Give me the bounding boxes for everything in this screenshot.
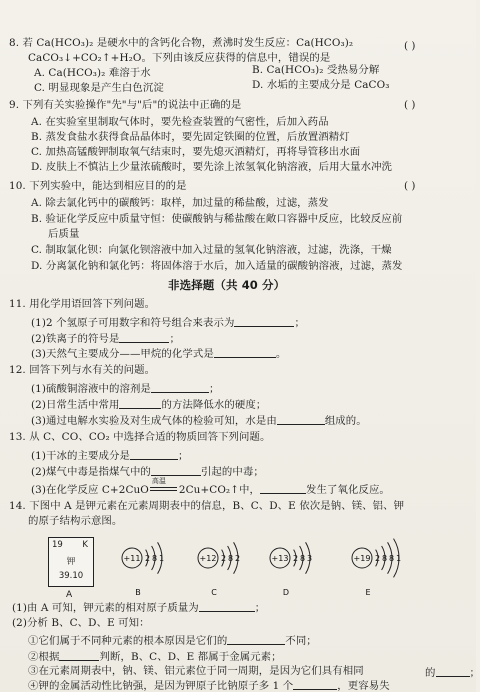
q9-option-b: B. 蒸发食盐水获得食品晶体时，要先固定铁圈的位置，后放置酒精灯 xyxy=(31,131,350,143)
q12-part1-blank[interactable] xyxy=(151,381,209,393)
q12-part2-blank[interactable] xyxy=(119,397,161,409)
q11-part1: (1)2 个氢原子可用数字和符号组合来表示为 ； xyxy=(31,317,305,329)
q8-option-c: C. 明显现象是产生白色沉淀 xyxy=(34,82,164,94)
q12-part3-text-b: 组成的。 xyxy=(324,415,367,427)
electron-count: 1 xyxy=(396,554,402,563)
electron-count: 3 xyxy=(307,554,313,563)
q8-answer-paren: ( ) xyxy=(404,40,416,52)
q14-sub2-blank[interactable] xyxy=(59,649,99,661)
q9-option-a: A. 在实验室里制取气体时，要先检查装置的气密性，后加入药品 xyxy=(31,116,329,128)
reaction-condition: 高温 xyxy=(151,477,167,485)
q8-stem-line1: 8. 若 Ca(HCO₃)₂ 是硬水中的含钙化合物，煮沸时发生反应：Ca(HCO₃)₂ xyxy=(9,37,354,49)
q11-stem: 11. 用化学用语回答下列问题。 xyxy=(9,298,156,310)
q8-option-b: B. Ca(HCO₃)₂ 受热易分解 xyxy=(252,64,380,76)
atom-diagram-d xyxy=(270,542,312,597)
q13-part3-text-c: 发生了氧化反应。 xyxy=(306,484,390,496)
q8-option-d: D. 水垢的主要成分是 CaCO₃ xyxy=(252,79,390,91)
tile-atomic-number: 19 xyxy=(52,540,63,550)
electron-count: 2 xyxy=(221,554,227,563)
q14-part1-text: (1)由 A 可知，钾元素的相对原子质量为 xyxy=(12,602,199,614)
q10-option-b-line2: 后质量 xyxy=(48,228,80,240)
q14-stem-line1: 14. 下图中 A 是钾元素在元素周期表中的信息，B、C、D、E 依次是钠、镁、铝、钾 xyxy=(9,500,405,512)
figure-label-b: B xyxy=(135,588,141,597)
q14-sub1 xyxy=(28,633,317,648)
q10-option-a: A. 除去氯化钙中的碳酸钙：取样，加过量的稀盐酸，过滤，蒸发 xyxy=(31,197,329,209)
q13-part2-text-b: 引起的中毒； xyxy=(200,466,264,478)
nucleus-charge: +12 xyxy=(199,554,217,563)
q12-part3-text-a: (3)通过电解水实验及对生成气体的检验可知，水是由 xyxy=(31,415,277,427)
q13-part3-blank[interactable] xyxy=(260,482,306,494)
atom-diagram-e xyxy=(352,539,401,597)
q13-stem: 13. 从 C、CO、CO₂ 中选择合适的物质回答下列问题。 xyxy=(9,431,271,443)
q9-option-c: C. 加热高锰酸钾制取氧气结束时，要先熄灭酒精灯，再将导管移出水面 xyxy=(31,146,361,158)
q8-stem-line2: CaCO₃↓+CO₂↑+H₂O。下列由该反应获得的信息中，错误的是 xyxy=(28,52,331,64)
nucleus-charge: +11 xyxy=(123,554,141,563)
electron-count: 1 xyxy=(159,554,165,563)
q13-part1-text: (1)干冰的主要成分是 xyxy=(31,450,130,462)
figure-label-c: C xyxy=(211,588,217,597)
figure-label-a: A xyxy=(66,590,73,600)
q12-part3-blank[interactable] xyxy=(277,413,325,425)
electron-count: 2 xyxy=(235,554,241,563)
q14-sub4 xyxy=(28,680,390,692)
q14-sub3-continued: 的 ； xyxy=(425,667,480,679)
q10-option-b-line1: B. 验证化学反应中质量守恒：使碳酸钠与稀盐酸在敞口容器中反应，比较反应前 xyxy=(31,213,403,225)
atom-diagram-b xyxy=(122,542,164,597)
q13-part3-text-b: 2Cu+CO₂↑中， xyxy=(178,484,260,496)
q14-sub1-text-b: 不同； xyxy=(285,635,317,647)
q10-option-d: D. 分离氯化钠和氯化钙：将固体溶于水后，加入适量的碳酸钠溶液，过滤，蒸发 xyxy=(31,260,403,272)
electron-count: 8 xyxy=(389,554,395,563)
q13-part2 xyxy=(31,464,264,479)
electron-count: 8 xyxy=(152,554,158,563)
q13-part3 xyxy=(31,477,390,497)
tile-symbol: K xyxy=(82,540,88,550)
section-title: 非选择题（共 40 分） xyxy=(168,278,286,292)
q11-part2-blank[interactable] xyxy=(119,331,169,343)
q14-sub2-text-b: 判断，B、C、D、E 都属于金属元素； xyxy=(99,651,282,663)
q11-part1-blank[interactable] xyxy=(234,315,294,327)
q14-sub3-text-b: 的 xyxy=(425,667,436,679)
tile-atomic-mass: 39.10 xyxy=(58,571,84,581)
electron-count: 8 xyxy=(382,554,388,563)
nucleus-charge: +19 xyxy=(353,554,371,563)
q14-part1: (1)由 A 可知，钾元素的相对原子质量为 ； xyxy=(12,602,266,614)
q14-part1-blank[interactable] xyxy=(199,600,255,612)
q12-part2-text-a: (2)日常生活中常用 xyxy=(31,399,120,411)
q11-part1-text: (1)2 个氢原子可用数字和符号组合来表示为 xyxy=(31,317,235,329)
q12-part1-text: (1)硫酸铜溶液中的溶剂是 xyxy=(31,383,151,395)
q9-option-d: D. 皮肤上不慎沾上少量浓硫酸时，要先涂上浓氢氧化钠溶液，后用大量水冲洗 xyxy=(31,161,393,173)
q11-part2-text: (2)铁离子的符号是 xyxy=(31,333,120,345)
q12-part2-text-b: 的方法降低水的硬度； xyxy=(161,399,267,411)
q10-stem: 10. 下列实验中，能达到相应目的的是 xyxy=(9,180,187,192)
electron-count: 2 xyxy=(375,554,381,563)
tile-element-name: 钾 xyxy=(66,557,76,567)
q14-sub1-blank[interactable] xyxy=(227,633,285,645)
figure-label-e: E xyxy=(365,588,371,597)
q12-part2 xyxy=(31,397,266,412)
q13-part2-text-a: (2)煤气中毒是指煤气中的 xyxy=(31,466,151,478)
electron-count: 2 xyxy=(293,554,299,563)
q13-part1-blank[interactable] xyxy=(130,448,178,460)
q14-sub4-text-b: ，更容易失 xyxy=(337,680,390,692)
q14-stem-line2: 的原子结构示意图。 xyxy=(28,515,123,527)
atomic-structure-diagrams xyxy=(0,518,476,598)
q14-sub1-text-a: ①它们属于不同种元素的根本原因是它们的 xyxy=(28,635,228,647)
q10-option-c: C. 制取氯化钡：向氯化钡溶液中加入过量的氢氧化钠溶液，过滤，洗涤，干燥 xyxy=(31,244,392,256)
reaction-arrow xyxy=(149,477,179,494)
q11-part2: (2)铁离子的符号是 ； xyxy=(31,333,180,345)
q12-part1: (1)硫酸铜溶液中的溶剂是 ； xyxy=(31,383,220,395)
q11-part3-blank[interactable] xyxy=(214,346,276,358)
nucleus-charge: +13 xyxy=(271,554,289,563)
electron-count: 8 xyxy=(300,554,306,563)
figure-label-d: D xyxy=(282,588,290,597)
q14-sub4-blank[interactable] xyxy=(293,680,337,690)
q11-part3: (3)天然气主要成分——甲烷的化学式是 。 xyxy=(31,348,287,360)
q12-part3 xyxy=(31,413,367,428)
q12-stem: 12. 回答下列与水有关的问题。 xyxy=(9,364,156,376)
q14-sub2 xyxy=(28,649,282,664)
electron-count: 8 xyxy=(228,554,234,563)
q14-sub3-blank[interactable] xyxy=(436,665,470,677)
electron-count: 2 xyxy=(145,554,151,563)
q14-sub4-text-a: ④钾的金属活动性比钠强，是因为钾原子比钠原子多 1 个 xyxy=(28,680,294,692)
atom-diagram-c xyxy=(198,542,240,597)
q14-sub2-text-a: ②根据 xyxy=(28,651,60,663)
q13-part3-text-a: (3)在化学反应 C+2CuO xyxy=(31,484,149,496)
q9-stem: 9. 下列有关实验操作"先"与"后"的说法中正确的是 xyxy=(9,99,242,111)
q9-answer-paren: ( ) xyxy=(404,99,416,111)
q11-part3-text: (3)天然气主要成分——甲烷的化学式是 xyxy=(31,348,214,360)
q14-sub3-text-a: ③在元素周期表中，钠、镁、铝元素位于同一周期，是因为它们具有相同 xyxy=(28,665,364,677)
q8-option-a: A. Ca(HCO₃)₂ 难溶于水 xyxy=(34,67,151,79)
q14-part2: (2)分析 B、C、D、E 可知： xyxy=(12,617,150,629)
q13-part1: (1)干冰的主要成分是 ； xyxy=(31,450,189,462)
q10-answer-paren: ( ) xyxy=(404,180,416,192)
q14-sub3 xyxy=(28,665,364,678)
